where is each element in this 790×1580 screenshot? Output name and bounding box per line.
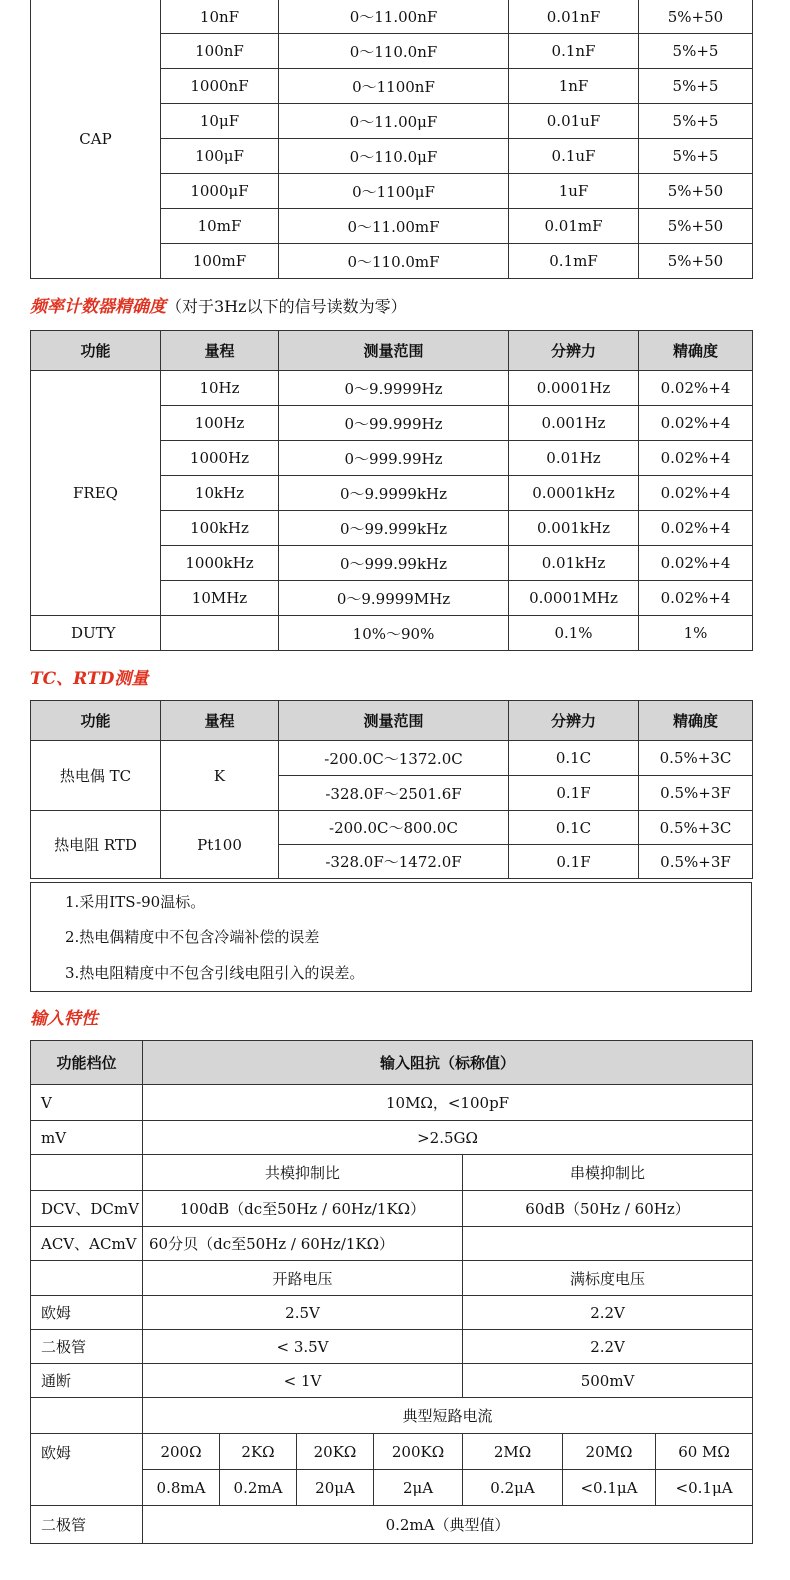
freq-measure: 0～999.99kHz — [279, 546, 509, 581]
cap-accuracy: 5%+50 — [639, 244, 753, 279]
short-current: 0.2mA — [220, 1470, 297, 1506]
freq-range: 10kHz — [161, 476, 279, 511]
open-circuit-voltage: 开路电压 — [143, 1261, 463, 1296]
cap-measure: 0～11.00mF — [279, 209, 509, 244]
short-current: 20μA — [297, 1470, 374, 1506]
header-function: 功能 — [31, 331, 161, 371]
common-mode-rejection: 共模抑制比 — [143, 1155, 463, 1191]
freq-measure: 0～99.999kHz — [279, 511, 509, 546]
tc-function: 热电偶 TC — [31, 741, 161, 811]
cap-measure: 0～11.00μF — [279, 104, 509, 139]
v-row — [31, 1085, 753, 1121]
acv-label: ACV、ACmV — [31, 1227, 143, 1261]
header-input-impedance: 输入阻抗（标称值） — [143, 1041, 753, 1085]
freq-resolution: 0.001Hz — [509, 406, 639, 441]
note-item: 2.热电偶精度中不包含冷端补偿的误差 — [31, 920, 752, 954]
full-scale-voltage: 满标度电压 — [463, 1261, 753, 1296]
header-measure: 测量范围 — [279, 331, 509, 371]
input-section-title: 输入特性 — [30, 1009, 98, 1029]
v-label: V — [31, 1085, 143, 1121]
rtd-measure: -200.0C～800.0C — [279, 811, 509, 845]
acv-common: 60分贝（dc至50Hz / 60Hz/1KΩ） — [143, 1227, 463, 1261]
mv-label: mV — [31, 1121, 143, 1155]
tc-measure: -200.0C～1372.0C — [279, 741, 509, 776]
cap-accuracy: 5%+5 — [639, 139, 753, 174]
dcv-common: 100dB（dc至50Hz / 60Hz/1KΩ） — [143, 1191, 463, 1227]
freq-resolution: 0.01kHz — [509, 546, 639, 581]
duty-resolution: 0.1% — [509, 616, 639, 651]
freq-resolution: 0.0001kHz — [509, 476, 639, 511]
tc-table — [30, 700, 753, 879]
diode-row — [31, 1506, 753, 1544]
open-voltage: < 1V — [143, 1364, 463, 1398]
header-resolution: 分辨力 — [509, 331, 639, 371]
short-label: 欧姆 — [31, 1434, 143, 1506]
cap-measure: 0～110.0nF — [279, 34, 509, 69]
cap-measure: 0～110.0μF — [279, 139, 509, 174]
tc-section-title: TC、RTD测量 — [30, 669, 149, 689]
voltage-label: 通断 — [31, 1364, 143, 1398]
cap-resolution: 0.01nF — [509, 0, 639, 34]
freq-range: 100kHz — [161, 511, 279, 546]
serial-mode-rejection: 串模抑制比 — [463, 1155, 753, 1191]
cap-resolution: 1nF — [509, 69, 639, 104]
rtd-function: 热电阻 RTD — [31, 811, 161, 879]
freq-measure: 0～99.999Hz — [279, 406, 509, 441]
freq-resolution: 0.001kHz — [509, 511, 639, 546]
diode-value: 0.2mA（典型值） — [143, 1506, 753, 1544]
cap-accuracy: 5%+50 — [639, 174, 753, 209]
short-ranges-row — [31, 1434, 753, 1470]
voltage-row — [31, 1330, 753, 1364]
freq-accuracy: 0.02%+4 — [639, 581, 753, 616]
note-item: 3.热电阻精度中不包含引线电阻引入的误差。 — [31, 954, 752, 992]
freq-function: FREQ — [31, 371, 161, 616]
freq-range: 1000Hz — [161, 441, 279, 476]
full-voltage: 500mV — [463, 1364, 753, 1398]
duty-row — [31, 616, 753, 651]
tc-notes — [30, 882, 752, 992]
header-range: 量程 — [161, 331, 279, 371]
cap-range: 1000nF — [161, 69, 279, 104]
duty-range — [161, 616, 279, 651]
rtd-resolution: 0.1F — [509, 845, 639, 879]
cap-accuracy: 5%+50 — [639, 209, 753, 244]
freq-range: 10MHz — [161, 581, 279, 616]
short-current: 0.2μA — [463, 1470, 563, 1506]
freq-resolution: 0.01Hz — [509, 441, 639, 476]
freq-range: 1000kHz — [161, 546, 279, 581]
short-range: 2MΩ — [463, 1434, 563, 1470]
freq-resolution: 0.0001Hz — [509, 371, 639, 406]
cap-range: 100mF — [161, 244, 279, 279]
tc-accuracy: 0.5%+3C — [639, 741, 753, 776]
freq-resolution: 0.0001MHz — [509, 581, 639, 616]
freq-measure: 0～999.99Hz — [279, 441, 509, 476]
freq-accuracy: 0.02%+4 — [639, 476, 753, 511]
cap-accuracy: 5%+5 — [639, 34, 753, 69]
cap-resolution: 0.01mF — [509, 209, 639, 244]
duty-function: DUTY — [31, 616, 161, 651]
tc-measure: -328.0F～2501.6F — [279, 776, 509, 811]
freq-header-row — [31, 331, 753, 371]
cap-range: 10μF — [161, 104, 279, 139]
cap-resolution: 0.01uF — [509, 104, 639, 139]
voltage-header-row — [31, 1261, 753, 1296]
freq-measure: 0～9.9999MHz — [279, 581, 509, 616]
short-circuit-current-title: 典型短路电流 — [143, 1398, 753, 1434]
cap-measure: 0～1100μF — [279, 174, 509, 209]
v-value: 10MΩ，<100pF — [143, 1085, 753, 1121]
cap-measure: 0～11.00nF — [279, 0, 509, 34]
acv-row — [31, 1227, 753, 1261]
full-voltage: 2.2V — [463, 1296, 753, 1330]
open-voltage: < 3.5V — [143, 1330, 463, 1364]
short-current: 0.8mA — [143, 1470, 220, 1506]
header-function-position: 功能档位 — [31, 1041, 143, 1085]
short-range: 200KΩ — [374, 1434, 463, 1470]
rtd-accuracy: 0.5%+3F — [639, 845, 753, 879]
cap-row — [31, 0, 753, 34]
voltage-label: 二极管 — [31, 1330, 143, 1364]
freq-measure: 0～9.9999Hz — [279, 371, 509, 406]
cap-table — [30, 0, 753, 279]
freq-measure: 0～9.9999kHz — [279, 476, 509, 511]
cap-resolution: 0.1uF — [509, 139, 639, 174]
mv-row — [31, 1121, 753, 1155]
mv-value: >2.5GΩ — [143, 1121, 753, 1155]
duty-measure: 10%～90% — [279, 616, 509, 651]
freq-range: 100Hz — [161, 406, 279, 441]
cap-accuracy: 5%+50 — [639, 0, 753, 34]
header-measure: 测量范围 — [279, 701, 509, 741]
input-table — [30, 1040, 753, 1544]
short-range: 20KΩ — [297, 1434, 374, 1470]
cap-range: 10mF — [161, 209, 279, 244]
note-item: 1.采用ITS-90温标。 — [31, 883, 752, 920]
freq-table — [30, 330, 753, 651]
voltage-label: 欧姆 — [31, 1296, 143, 1330]
duty-accuracy: 1% — [639, 616, 753, 651]
cap-range: 100nF — [161, 34, 279, 69]
dcv-row — [31, 1191, 753, 1227]
short-current: <0.1μA — [656, 1470, 753, 1506]
freq-accuracy: 0.02%+4 — [639, 371, 753, 406]
diode-label: 二极管 — [31, 1506, 143, 1544]
dcv-serial: 60dB（50Hz / 60Hz） — [463, 1191, 753, 1227]
cap-measure: 0～110.0mF — [279, 244, 509, 279]
short-range: 60 MΩ — [656, 1434, 753, 1470]
voltage-row — [31, 1364, 753, 1398]
full-voltage: 2.2V — [463, 1330, 753, 1364]
input-header-row — [31, 1041, 753, 1085]
voltage-row — [31, 1296, 753, 1330]
cap-measure: 0～1100nF — [279, 69, 509, 104]
rejection-header-row — [31, 1155, 753, 1191]
acv-serial — [463, 1227, 753, 1261]
freq-row — [31, 371, 753, 406]
freq-accuracy: 0.02%+4 — [639, 406, 753, 441]
rtd-resolution: 0.1C — [509, 811, 639, 845]
header-accuracy: 精确度 — [639, 331, 753, 371]
cap-function: CAP — [31, 0, 161, 279]
cap-accuracy: 5%+5 — [639, 69, 753, 104]
short-current: <0.1μA — [563, 1470, 656, 1506]
tc-header-row — [31, 701, 753, 741]
freq-accuracy: 0.02%+4 — [639, 546, 753, 581]
header-function: 功能 — [31, 701, 161, 741]
tc-row — [31, 741, 753, 776]
freq-accuracy: 0.02%+4 — [639, 511, 753, 546]
short-range: 20MΩ — [563, 1434, 656, 1470]
header-accuracy: 精确度 — [639, 701, 753, 741]
cap-range: 10nF — [161, 0, 279, 34]
cap-range: 1000μF — [161, 174, 279, 209]
open-voltage: 2.5V — [143, 1296, 463, 1330]
header-resolution: 分辨力 — [509, 701, 639, 741]
tc-resolution: 0.1F — [509, 776, 639, 811]
rtd-range: Pt100 — [161, 811, 279, 879]
cap-range: 100μF — [161, 139, 279, 174]
rtd-row — [31, 811, 753, 845]
short-current: 2μA — [374, 1470, 463, 1506]
freq-accuracy: 0.02%+4 — [639, 441, 753, 476]
rtd-accuracy: 0.5%+3C — [639, 811, 753, 845]
cap-resolution: 0.1mF — [509, 244, 639, 279]
cap-resolution: 1uF — [509, 174, 639, 209]
tc-resolution: 0.1C — [509, 741, 639, 776]
short-range: 200Ω — [143, 1434, 220, 1470]
dcv-label: DCV、DCmV — [31, 1191, 143, 1227]
freq-range: 10Hz — [161, 371, 279, 406]
cap-resolution: 0.1nF — [509, 34, 639, 69]
rtd-measure: -328.0F～1472.0F — [279, 845, 509, 879]
short-range: 2KΩ — [220, 1434, 297, 1470]
cap-accuracy: 5%+5 — [639, 104, 753, 139]
header-range: 量程 — [161, 701, 279, 741]
freq-section-title: 频率计数器精确度（对于3Hz以下的信号读数为零） — [30, 297, 407, 317]
tc-accuracy: 0.5%+3F — [639, 776, 753, 811]
tc-range: K — [161, 741, 279, 811]
short-circuit-header-row — [31, 1398, 753, 1434]
